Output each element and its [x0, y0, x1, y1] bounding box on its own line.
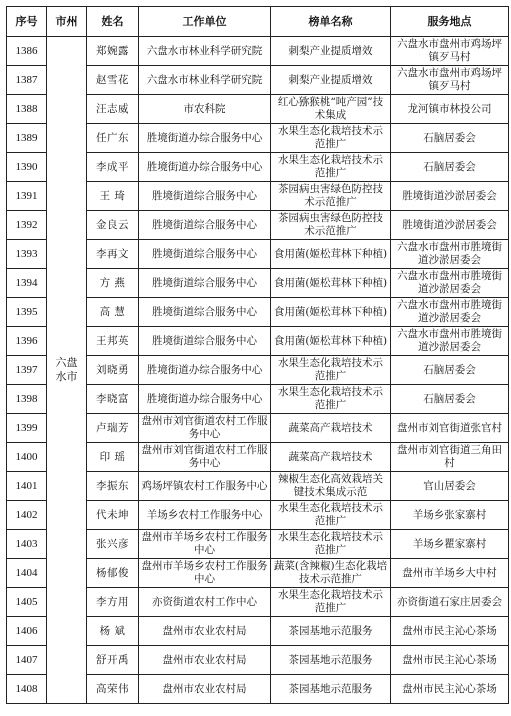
person-name: 李振东 — [87, 472, 139, 501]
person-name: 汪志威 — [87, 95, 139, 124]
list-title: 水果生态化栽培技术示范推广 — [271, 385, 391, 414]
header-no: 序号 — [7, 7, 47, 37]
row-number: 1402 — [7, 501, 47, 530]
service-place: 六盘水市盘州市胜境街道沙淤居委会 — [391, 240, 509, 269]
service-place: 盘州市民主沁心茶场 — [391, 617, 509, 646]
list-title: 茶园病虫害绿色防控技术示范推广 — [271, 211, 391, 240]
person-name: 王 琦 — [87, 182, 139, 211]
service-place: 六盘水市盘州市胜境街道沙淤居委会 — [391, 298, 509, 327]
person-name: 卢瑞芳 — [87, 414, 139, 443]
row-number: 1389 — [7, 124, 47, 153]
person-name: 金良云 — [87, 211, 139, 240]
service-place: 石脑居委会 — [391, 385, 509, 414]
row-number: 1404 — [7, 559, 47, 588]
row-number: 1392 — [7, 211, 47, 240]
row-number: 1400 — [7, 443, 47, 472]
work-unit: 六盘水市林业科学研究院 — [139, 66, 271, 95]
list-title: 水果生态化栽培技术示范推广 — [271, 530, 391, 559]
service-place: 龙河镇市林投公司 — [391, 95, 509, 124]
row-number: 1386 — [7, 37, 47, 66]
list-title: 刺梨产业提质增效 — [271, 66, 391, 95]
header-place: 服务地点 — [391, 7, 509, 37]
service-place: 胜境街道沙淤居委会 — [391, 211, 509, 240]
work-unit: 胜境街道办综合服务中心 — [139, 153, 271, 182]
work-unit: 胜境街道办综合服务中心 — [139, 124, 271, 153]
person-name: 李成平 — [87, 153, 139, 182]
service-place: 亦资街道石家庄居委会 — [391, 588, 509, 617]
personnel-table — [6, 6, 509, 704]
table-body — [7, 37, 509, 704]
person-name: 代未坤 — [87, 501, 139, 530]
work-unit: 盘州市农业农村局 — [139, 675, 271, 704]
work-unit: 盘州市农业农村局 — [139, 617, 271, 646]
person-name: 王邦英 — [87, 327, 139, 356]
work-unit: 市农科院 — [139, 95, 271, 124]
work-unit: 胜境街道综合服务中心 — [139, 182, 271, 211]
person-name: 郑婉露 — [87, 37, 139, 66]
list-title: 蔬菜(含辣椒)生态化栽培技术示范推广 — [271, 559, 391, 588]
work-unit: 盘州市羊场乡农村工作服务中心 — [139, 559, 271, 588]
work-unit: 胜境街道办综合服务中心 — [139, 385, 271, 414]
service-place: 盘州市刘官街道三角田村 — [391, 443, 509, 472]
person-name: 李再文 — [87, 240, 139, 269]
row-number: 1399 — [7, 414, 47, 443]
list-title: 食用菌(姬松茸林下种植) — [271, 327, 391, 356]
row-number: 1394 — [7, 269, 47, 298]
service-place: 盘州市民主沁心茶场 — [391, 646, 509, 675]
person-name: 刘晓勇 — [87, 356, 139, 385]
person-name: 杨郁俊 — [87, 559, 139, 588]
row-number: 1407 — [7, 646, 47, 675]
row-number: 1396 — [7, 327, 47, 356]
row-number: 1408 — [7, 675, 47, 704]
table-row — [7, 37, 509, 66]
row-number: 1397 — [7, 356, 47, 385]
row-number: 1395 — [7, 298, 47, 327]
list-title: 辣椒生态化高效栽培关键技术集成示范 — [271, 472, 391, 501]
work-unit: 盘州市羊场乡农村工作服务中心 — [139, 530, 271, 559]
work-unit: 胜境街道综合服务中心 — [139, 327, 271, 356]
header-name: 姓名 — [87, 7, 139, 37]
person-name: 李晓富 — [87, 385, 139, 414]
work-unit: 羊场乡农村工作服务中心 — [139, 501, 271, 530]
service-place: 石脑居委会 — [391, 124, 509, 153]
service-place: 六盘水市盘州市鸡场坪镇歹马村 — [391, 37, 509, 66]
work-unit: 亦资街道农村工作中心 — [139, 588, 271, 617]
person-name: 赵雪花 — [87, 66, 139, 95]
service-place: 羊场乡瞿家寨村 — [391, 530, 509, 559]
person-name: 李方用 — [87, 588, 139, 617]
row-number: 1398 — [7, 385, 47, 414]
work-unit: 胜境街道综合服务中心 — [139, 240, 271, 269]
row-number: 1406 — [7, 617, 47, 646]
work-unit: 盘州市刘官街道农村工作服务中心 — [139, 443, 271, 472]
service-place: 羊场乡张家寨村 — [391, 501, 509, 530]
work-unit: 盘州市农业农村局 — [139, 646, 271, 675]
list-title: 食用菌(姬松茸林下种植) — [271, 298, 391, 327]
work-unit: 胜境街道办综合服务中心 — [139, 356, 271, 385]
service-place: 盘州市民主沁心茶场 — [391, 675, 509, 704]
list-title: 茶园病虫害绿色防控技术示范推广 — [271, 182, 391, 211]
city-cell: 六盘水市 — [47, 37, 87, 704]
row-number: 1405 — [7, 588, 47, 617]
list-title: 蔬菜高产栽培技术 — [271, 414, 391, 443]
list-title: 红心猕猴桃“吨产园”技术集成 — [271, 95, 391, 124]
service-place: 盘州市刘官街道张官村 — [391, 414, 509, 443]
list-title: 茶园基地示范服务 — [271, 617, 391, 646]
service-place: 六盘水市盘州市胜境街道沙淤居委会 — [391, 327, 509, 356]
list-title: 食用菌(姬松茸林下种植) — [271, 269, 391, 298]
person-name: 舒开禹 — [87, 646, 139, 675]
service-place: 六盘水市盘州市胜境街道沙淤居委会 — [391, 269, 509, 298]
work-unit: 盘州市刘官街道农村工作服务中心 — [139, 414, 271, 443]
header-city: 市州 — [47, 7, 87, 37]
person-name: 印 瑶 — [87, 443, 139, 472]
header-unit: 工作单位 — [139, 7, 271, 37]
header-title: 榜单名称 — [271, 7, 391, 37]
list-title: 水果生态化栽培技术示范推广 — [271, 356, 391, 385]
service-place: 胜境街道沙淤居委会 — [391, 182, 509, 211]
list-title: 水果生态化栽培技术示范推广 — [271, 501, 391, 530]
person-name: 任广东 — [87, 124, 139, 153]
row-number: 1387 — [7, 66, 47, 95]
list-title: 茶园基地示范服务 — [271, 675, 391, 704]
list-title: 刺梨产业提质增效 — [271, 37, 391, 66]
row-number: 1403 — [7, 530, 47, 559]
work-unit: 胜境街道综合服务中心 — [139, 211, 271, 240]
person-name: 杨 斌 — [87, 617, 139, 646]
person-name: 方 燕 — [87, 269, 139, 298]
service-place: 六盘水市盘州市鸡场坪镇歹马村 — [391, 66, 509, 95]
service-place: 官山居委会 — [391, 472, 509, 501]
header-row — [7, 7, 509, 37]
list-title: 食用菌(姬松茸林下种植) — [271, 240, 391, 269]
person-name: 高荣伟 — [87, 675, 139, 704]
person-name: 张兴彦 — [87, 530, 139, 559]
work-unit: 胜境街道综合服务中心 — [139, 298, 271, 327]
row-number: 1393 — [7, 240, 47, 269]
service-place: 盘州市羊场乡大中村 — [391, 559, 509, 588]
service-place: 石脑居委会 — [391, 153, 509, 182]
list-title: 水果生态化栽培技术示范推广 — [271, 153, 391, 182]
work-unit: 胜境街道综合服务中心 — [139, 269, 271, 298]
row-number: 1388 — [7, 95, 47, 124]
list-title: 水果生态化栽培技术示范推广 — [271, 588, 391, 617]
row-number: 1391 — [7, 182, 47, 211]
list-title: 蔬菜高产栽培技术 — [271, 443, 391, 472]
row-number: 1390 — [7, 153, 47, 182]
list-title: 茶园基地示范服务 — [271, 646, 391, 675]
person-name: 高 慧 — [87, 298, 139, 327]
list-title: 水果生态化栽培技术示范推广 — [271, 124, 391, 153]
row-number: 1401 — [7, 472, 47, 501]
service-place: 石脑居委会 — [391, 356, 509, 385]
work-unit: 六盘水市林业科学研究院 — [139, 37, 271, 66]
work-unit: 鸡场坪镇农村工作服务中心 — [139, 472, 271, 501]
